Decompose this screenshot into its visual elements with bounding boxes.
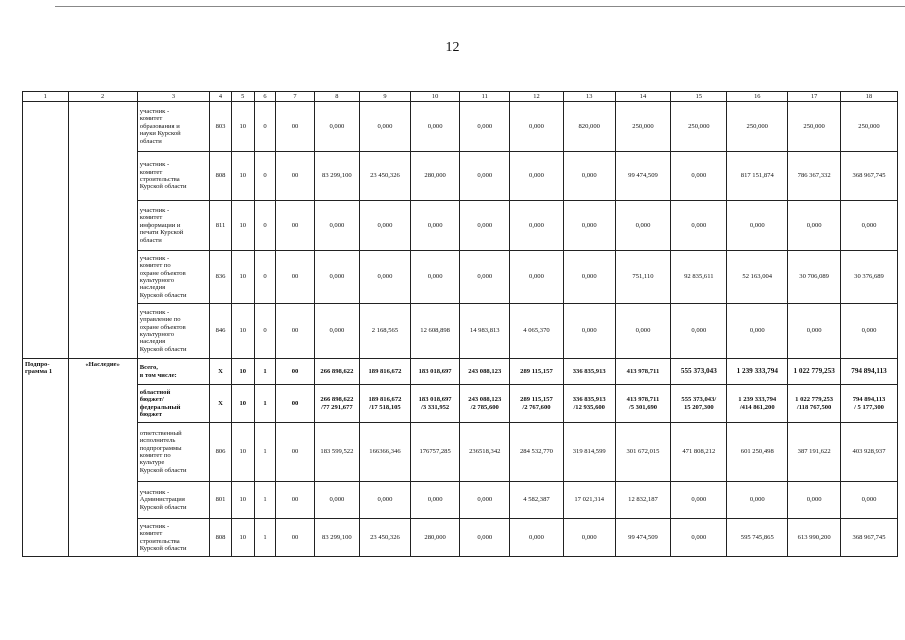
header-cell: 12: [510, 92, 564, 102]
value-cell: 0,000: [563, 304, 615, 359]
value-cell: 786 367,332: [788, 152, 841, 201]
code-cell: 00: [276, 423, 314, 482]
code-cell: 10: [231, 251, 254, 304]
header-cell: 9: [360, 92, 411, 102]
program-cell: [23, 102, 69, 359]
value-cell: 0,000: [788, 482, 841, 519]
code-cell: 846: [210, 304, 232, 359]
value-cell: 336 835,913 /12 935,600: [563, 385, 615, 423]
code-cell: 1: [254, 519, 276, 557]
value-cell: 17 021,314: [563, 482, 615, 519]
code-cell: X: [210, 359, 232, 385]
page-number: 12: [445, 40, 460, 55]
value-cell: 0,000: [788, 201, 841, 251]
value-cell: 0,000: [788, 304, 841, 359]
header-cell: 7: [276, 92, 314, 102]
value-cell: 0,000: [460, 519, 510, 557]
value-cell: 794 894,113: [841, 359, 898, 385]
code-cell: 00: [276, 251, 314, 304]
value-cell: 30 706,089: [788, 251, 841, 304]
header-cell: 17: [788, 92, 841, 102]
header-row: [23, 92, 898, 102]
value-cell: 368 967,745: [841, 519, 898, 557]
code-cell: 10: [231, 423, 254, 482]
table-row: [23, 251, 898, 304]
description-cell: участник - комитет образования и науки Курской области: [137, 102, 209, 152]
description-cell: областной бюджет/ федеральный бюджет: [137, 385, 209, 423]
value-cell: 0,000: [460, 251, 510, 304]
header-cell: 6: [254, 92, 276, 102]
code-cell: 10: [231, 152, 254, 201]
header-cell: 13: [563, 92, 615, 102]
value-cell: 0,000: [460, 152, 510, 201]
value-cell: 1 239 333,794: [727, 359, 788, 385]
value-cell: 250,000: [727, 102, 788, 152]
code-cell: 00: [276, 482, 314, 519]
code-cell: 0: [254, 152, 276, 201]
table-row: [23, 152, 898, 201]
value-cell: 0,000: [841, 304, 898, 359]
value-cell: 183 599,522: [314, 423, 360, 482]
value-cell: 0,000: [671, 482, 727, 519]
value-cell: 0,000: [314, 251, 360, 304]
value-cell: 0,000: [727, 482, 788, 519]
value-cell: 0,000: [510, 519, 564, 557]
value-cell: 250,000: [615, 102, 671, 152]
value-cell: 12 832,187: [615, 482, 671, 519]
value-cell: 413 978,711: [615, 359, 671, 385]
code-cell: 803: [210, 102, 232, 152]
value-cell: 52 163,004: [727, 251, 788, 304]
code-cell: 00: [276, 359, 314, 385]
value-cell: 0,000: [410, 102, 460, 152]
value-cell: 0,000: [615, 201, 671, 251]
value-cell: 319 814,599: [563, 423, 615, 482]
code-cell: 0: [254, 201, 276, 251]
value-cell: 280,000: [410, 152, 460, 201]
description-cell: участник - комитет информации и печати Курской области: [137, 201, 209, 251]
code-cell: 811: [210, 201, 232, 251]
value-cell: 0,000: [360, 482, 411, 519]
header-cell: 5: [231, 92, 254, 102]
value-cell: 1 239 333,794 /414 861,200: [727, 385, 788, 423]
value-cell: 0,000: [671, 201, 727, 251]
value-cell: 0,000: [314, 304, 360, 359]
description-cell: ответственный исполнитель подпрограммы комитет по культуре Курской области: [137, 423, 209, 482]
value-cell: 243 088,123 /2 785,600: [460, 385, 510, 423]
code-cell: 10: [231, 482, 254, 519]
description-cell: Всего, в том числе:: [137, 359, 209, 385]
header-cell: 15: [671, 92, 727, 102]
budget-table: [22, 91, 898, 557]
code-cell: 10: [231, 385, 254, 423]
value-cell: 280,000: [410, 519, 460, 557]
code-cell: 801: [210, 482, 232, 519]
value-cell: 0,000: [410, 201, 460, 251]
table-row: [23, 423, 898, 482]
program-name-cell: «Наследие»: [68, 359, 137, 557]
value-cell: 250,000: [841, 102, 898, 152]
description-cell: участник - комитет по охране объектов культурного наследия Курской области: [137, 251, 209, 304]
program-name-cell: [68, 102, 137, 359]
value-cell: 92 835,611: [671, 251, 727, 304]
value-cell: 183 018,697: [410, 359, 460, 385]
top-rule: [55, 6, 905, 7]
value-cell: 189 816,672: [360, 359, 411, 385]
value-cell: 30 376,689: [841, 251, 898, 304]
value-cell: 266 898,622 /77 291,677: [314, 385, 360, 423]
value-cell: 14 983,813: [460, 304, 510, 359]
value-cell: 0,000: [615, 304, 671, 359]
header-cell: 16: [727, 92, 788, 102]
code-cell: 836: [210, 251, 232, 304]
value-cell: 250,000: [671, 102, 727, 152]
value-cell: 820,000: [563, 102, 615, 152]
value-cell: 183 018,697 /3 331,952: [410, 385, 460, 423]
header-cell: 11: [460, 92, 510, 102]
description-cell: участник - управление по охране объектов культурного наследия Курской области: [137, 304, 209, 359]
value-cell: 266 898,622: [314, 359, 360, 385]
description-cell: участник - Администрация Курской области: [137, 482, 209, 519]
header-cell: 2: [68, 92, 137, 102]
value-cell: 0,000: [360, 102, 411, 152]
value-cell: 0,000: [671, 152, 727, 201]
value-cell: 613 990,200: [788, 519, 841, 557]
value-cell: 23 450,326: [360, 152, 411, 201]
description-cell: участник - комитет строительства Курской области: [137, 152, 209, 201]
code-cell: 00: [276, 201, 314, 251]
value-cell: 250,000: [788, 102, 841, 152]
code-cell: 00: [276, 304, 314, 359]
value-cell: 0,000: [360, 251, 411, 304]
value-cell: 12 608,898: [410, 304, 460, 359]
value-cell: 166366,346: [360, 423, 411, 482]
value-cell: 99 474,509: [615, 519, 671, 557]
value-cell: 0,000: [841, 201, 898, 251]
header-cell: 14: [615, 92, 671, 102]
value-cell: 555 373,043/ 15 207,300: [671, 385, 727, 423]
value-cell: 751,110: [615, 251, 671, 304]
value-cell: 471 808,212: [671, 423, 727, 482]
code-cell: 10: [231, 102, 254, 152]
code-cell: 10: [231, 304, 254, 359]
value-cell: 0,000: [563, 519, 615, 557]
value-cell: 0,000: [563, 152, 615, 201]
value-cell: 413 978,711 /5 301,690: [615, 385, 671, 423]
code-cell: 10: [231, 359, 254, 385]
value-cell: 243 088,123: [460, 359, 510, 385]
table-row: [23, 519, 898, 557]
value-cell: 0,000: [510, 102, 564, 152]
table-row: [23, 201, 898, 251]
value-cell: 0,000: [410, 251, 460, 304]
value-cell: 0,000: [510, 152, 564, 201]
code-cell: 0: [254, 251, 276, 304]
code-cell: 00: [276, 152, 314, 201]
value-cell: 0,000: [671, 519, 727, 557]
value-cell: 0,000: [314, 201, 360, 251]
value-cell: 817 151,874: [727, 152, 788, 201]
header-cell: 18: [841, 92, 898, 102]
code-cell: 00: [276, 519, 314, 557]
header-cell: 10: [410, 92, 460, 102]
value-cell: 236518,342: [460, 423, 510, 482]
code-cell: 808: [210, 519, 232, 557]
program-cell: Подпро- грамма 1: [23, 359, 69, 557]
value-cell: 4 065,370: [510, 304, 564, 359]
value-cell: 301 672,015: [615, 423, 671, 482]
value-cell: 601 250,498: [727, 423, 788, 482]
code-cell: 00: [276, 102, 314, 152]
value-cell: 176757,285: [410, 423, 460, 482]
code-cell: 0: [254, 304, 276, 359]
header-cell: 3: [137, 92, 209, 102]
code-cell: 10: [231, 519, 254, 557]
value-cell: 284 532,770: [510, 423, 564, 482]
value-cell: 0,000: [460, 482, 510, 519]
value-cell: 0,000: [314, 482, 360, 519]
code-cell: 1: [254, 482, 276, 519]
header-cell: 4: [210, 92, 232, 102]
value-cell: 387 191,622: [788, 423, 841, 482]
value-cell: 0,000: [671, 304, 727, 359]
table-row: [23, 482, 898, 519]
value-cell: 1 022 779,253: [788, 359, 841, 385]
value-cell: 0,000: [727, 304, 788, 359]
value-cell: 794 894,113 / 5 177,300: [841, 385, 898, 423]
value-cell: 289 115,157 /2 767,600: [510, 385, 564, 423]
value-cell: 0,000: [360, 201, 411, 251]
value-cell: 0,000: [314, 102, 360, 152]
code-cell: 1: [254, 385, 276, 423]
value-cell: 403 928,937: [841, 423, 898, 482]
value-cell: 0,000: [563, 251, 615, 304]
value-cell: 1 022 779,253 /118 767,500: [788, 385, 841, 423]
value-cell: 595 745,865: [727, 519, 788, 557]
header-cell: 1: [23, 92, 69, 102]
value-cell: 0,000: [510, 201, 564, 251]
value-cell: 0,000: [410, 482, 460, 519]
header-cell: 8: [314, 92, 360, 102]
value-cell: 368 967,745: [841, 152, 898, 201]
value-cell: 0,000: [841, 482, 898, 519]
value-cell: 83 299,100: [314, 152, 360, 201]
value-cell: 189 816,672 /17 518,105: [360, 385, 411, 423]
table-row: [23, 359, 898, 385]
code-cell: 1: [254, 423, 276, 482]
value-cell: 336 835,913: [563, 359, 615, 385]
code-cell: X: [210, 385, 232, 423]
description-cell: участник - комитет строительства Курской области: [137, 519, 209, 557]
value-cell: 0,000: [460, 201, 510, 251]
value-cell: 2 168,565: [360, 304, 411, 359]
value-cell: 83 299,100: [314, 519, 360, 557]
table-row: [23, 385, 898, 423]
code-cell: 10: [231, 201, 254, 251]
table-row: [23, 304, 898, 359]
value-cell: 0,000: [510, 251, 564, 304]
value-cell: 289 115,157: [510, 359, 564, 385]
code-cell: 806: [210, 423, 232, 482]
value-cell: 0,000: [727, 201, 788, 251]
value-cell: 555 373,043: [671, 359, 727, 385]
value-cell: 4 582,387: [510, 482, 564, 519]
value-cell: 99 474,509: [615, 152, 671, 201]
value-cell: 23 450,326: [360, 519, 411, 557]
code-cell: 00: [276, 385, 314, 423]
value-cell: 0,000: [563, 201, 615, 251]
value-cell: 0,000: [460, 102, 510, 152]
code-cell: 0: [254, 102, 276, 152]
table-row: [23, 102, 898, 152]
code-cell: 1: [254, 359, 276, 385]
code-cell: 808: [210, 152, 232, 201]
